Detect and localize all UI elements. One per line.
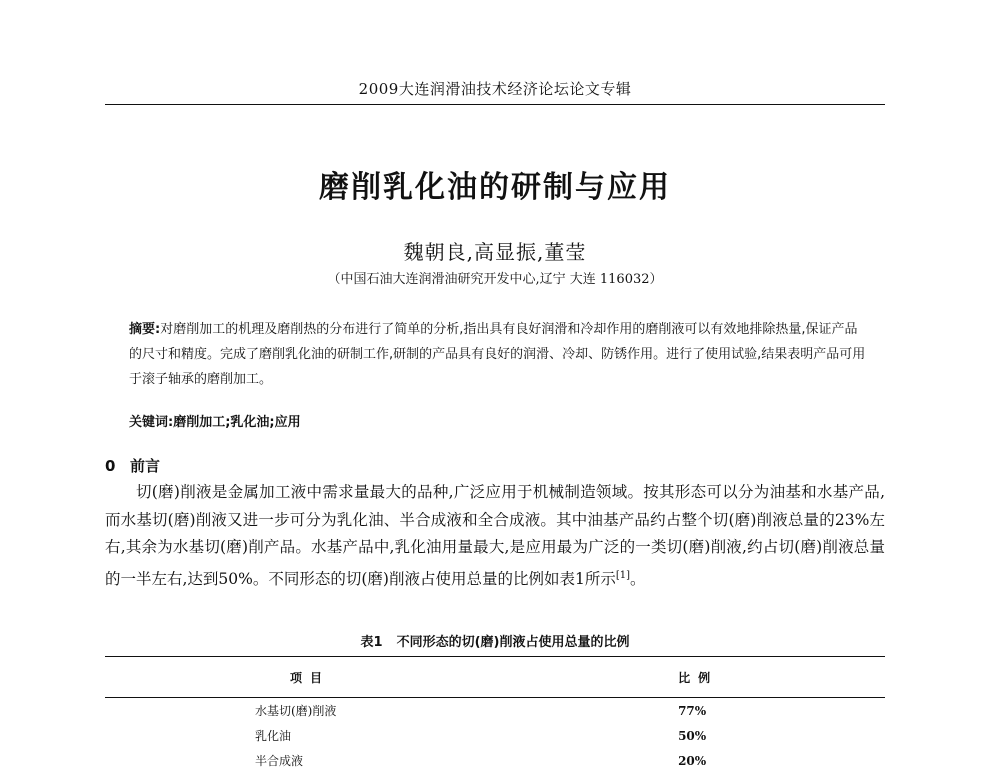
table-row xyxy=(105,698,885,724)
table-cell-item: 水基切(磨)削液 xyxy=(255,704,337,718)
paragraph-end: 。 xyxy=(630,569,646,588)
table-caption-text: 不同形态的切(磨)削液占使用总量的比例 xyxy=(396,635,630,650)
table-cell-item: 乳化油 xyxy=(255,729,292,743)
keywords-text: 磨削加工;乳化油;应用 xyxy=(173,415,301,430)
table-header-row xyxy=(105,657,885,698)
table-caption xyxy=(105,631,885,650)
keywords xyxy=(129,411,869,430)
table-cell-ratio: 20% xyxy=(678,753,707,768)
paper-title: 磨削乳化油的研制与应用 xyxy=(319,170,671,205)
table-header-item: 项目 xyxy=(105,657,503,698)
keywords-label: 关键词: xyxy=(129,415,174,430)
header-rule xyxy=(105,104,885,105)
table-cell-ratio: 77% xyxy=(678,703,707,718)
table-caption-number: 表1 xyxy=(360,635,383,650)
table-cell-ratio: 50% xyxy=(678,728,707,743)
body-paragraph xyxy=(105,479,885,593)
citation-ref[interactable]: [1] xyxy=(615,569,631,581)
table-cell-item: 半合成液 xyxy=(255,754,304,768)
paragraph-text: 切(磨)削液是金属加工液中需求量最大的品种,广泛应用于机械制造领域。按其形态可以分为油基和水基产品,而水基切(磨)削液又进一步可分为乳化油、半合成液和全合成液。其中油基产品约占整个切(磨)削液总量的23%左右,其余为水基切(磨)削产品。水基产品中,乳化油用量最大,是应用最为广泛的一类切(磨)削液,约占切(磨)削液总量的一半左右,达到50%。不同形态的切(磨)削液占使用总量的比例如表1所示 xyxy=(105,483,885,588)
author-affiliation: （中国石油大连润滑油研究开发中心,辽宁 大连 116032） xyxy=(327,272,663,287)
table-row xyxy=(105,748,885,773)
section-heading xyxy=(105,455,405,476)
table-row xyxy=(105,723,885,748)
paper-authors: 魏朝良,高显振,董莹 xyxy=(403,240,587,264)
section-title: 前言 xyxy=(130,457,161,475)
running-header: 2009大连润滑油技术经济论坛论文专辑 xyxy=(358,80,632,98)
abstract-text: 对磨削加工的机理及磨削热的分布进行了简单的分析,指出具有良好润滑和冷却作用的磨削液可以有效地排除热量,保证产品的尺寸和精度。完成了磨削乳化油的研制工作,研制的产品具有良好的润滑、冷却、防锈作用。进行了使用试验,结果表明产品可用于滚子轴承的磨削加工。 xyxy=(129,322,866,387)
abstract xyxy=(129,317,869,392)
ratio-table xyxy=(105,656,885,773)
table-header-ratio: 比例 xyxy=(503,657,885,698)
section-number: 0 xyxy=(105,457,116,475)
abstract-label: 摘要: xyxy=(129,322,161,337)
